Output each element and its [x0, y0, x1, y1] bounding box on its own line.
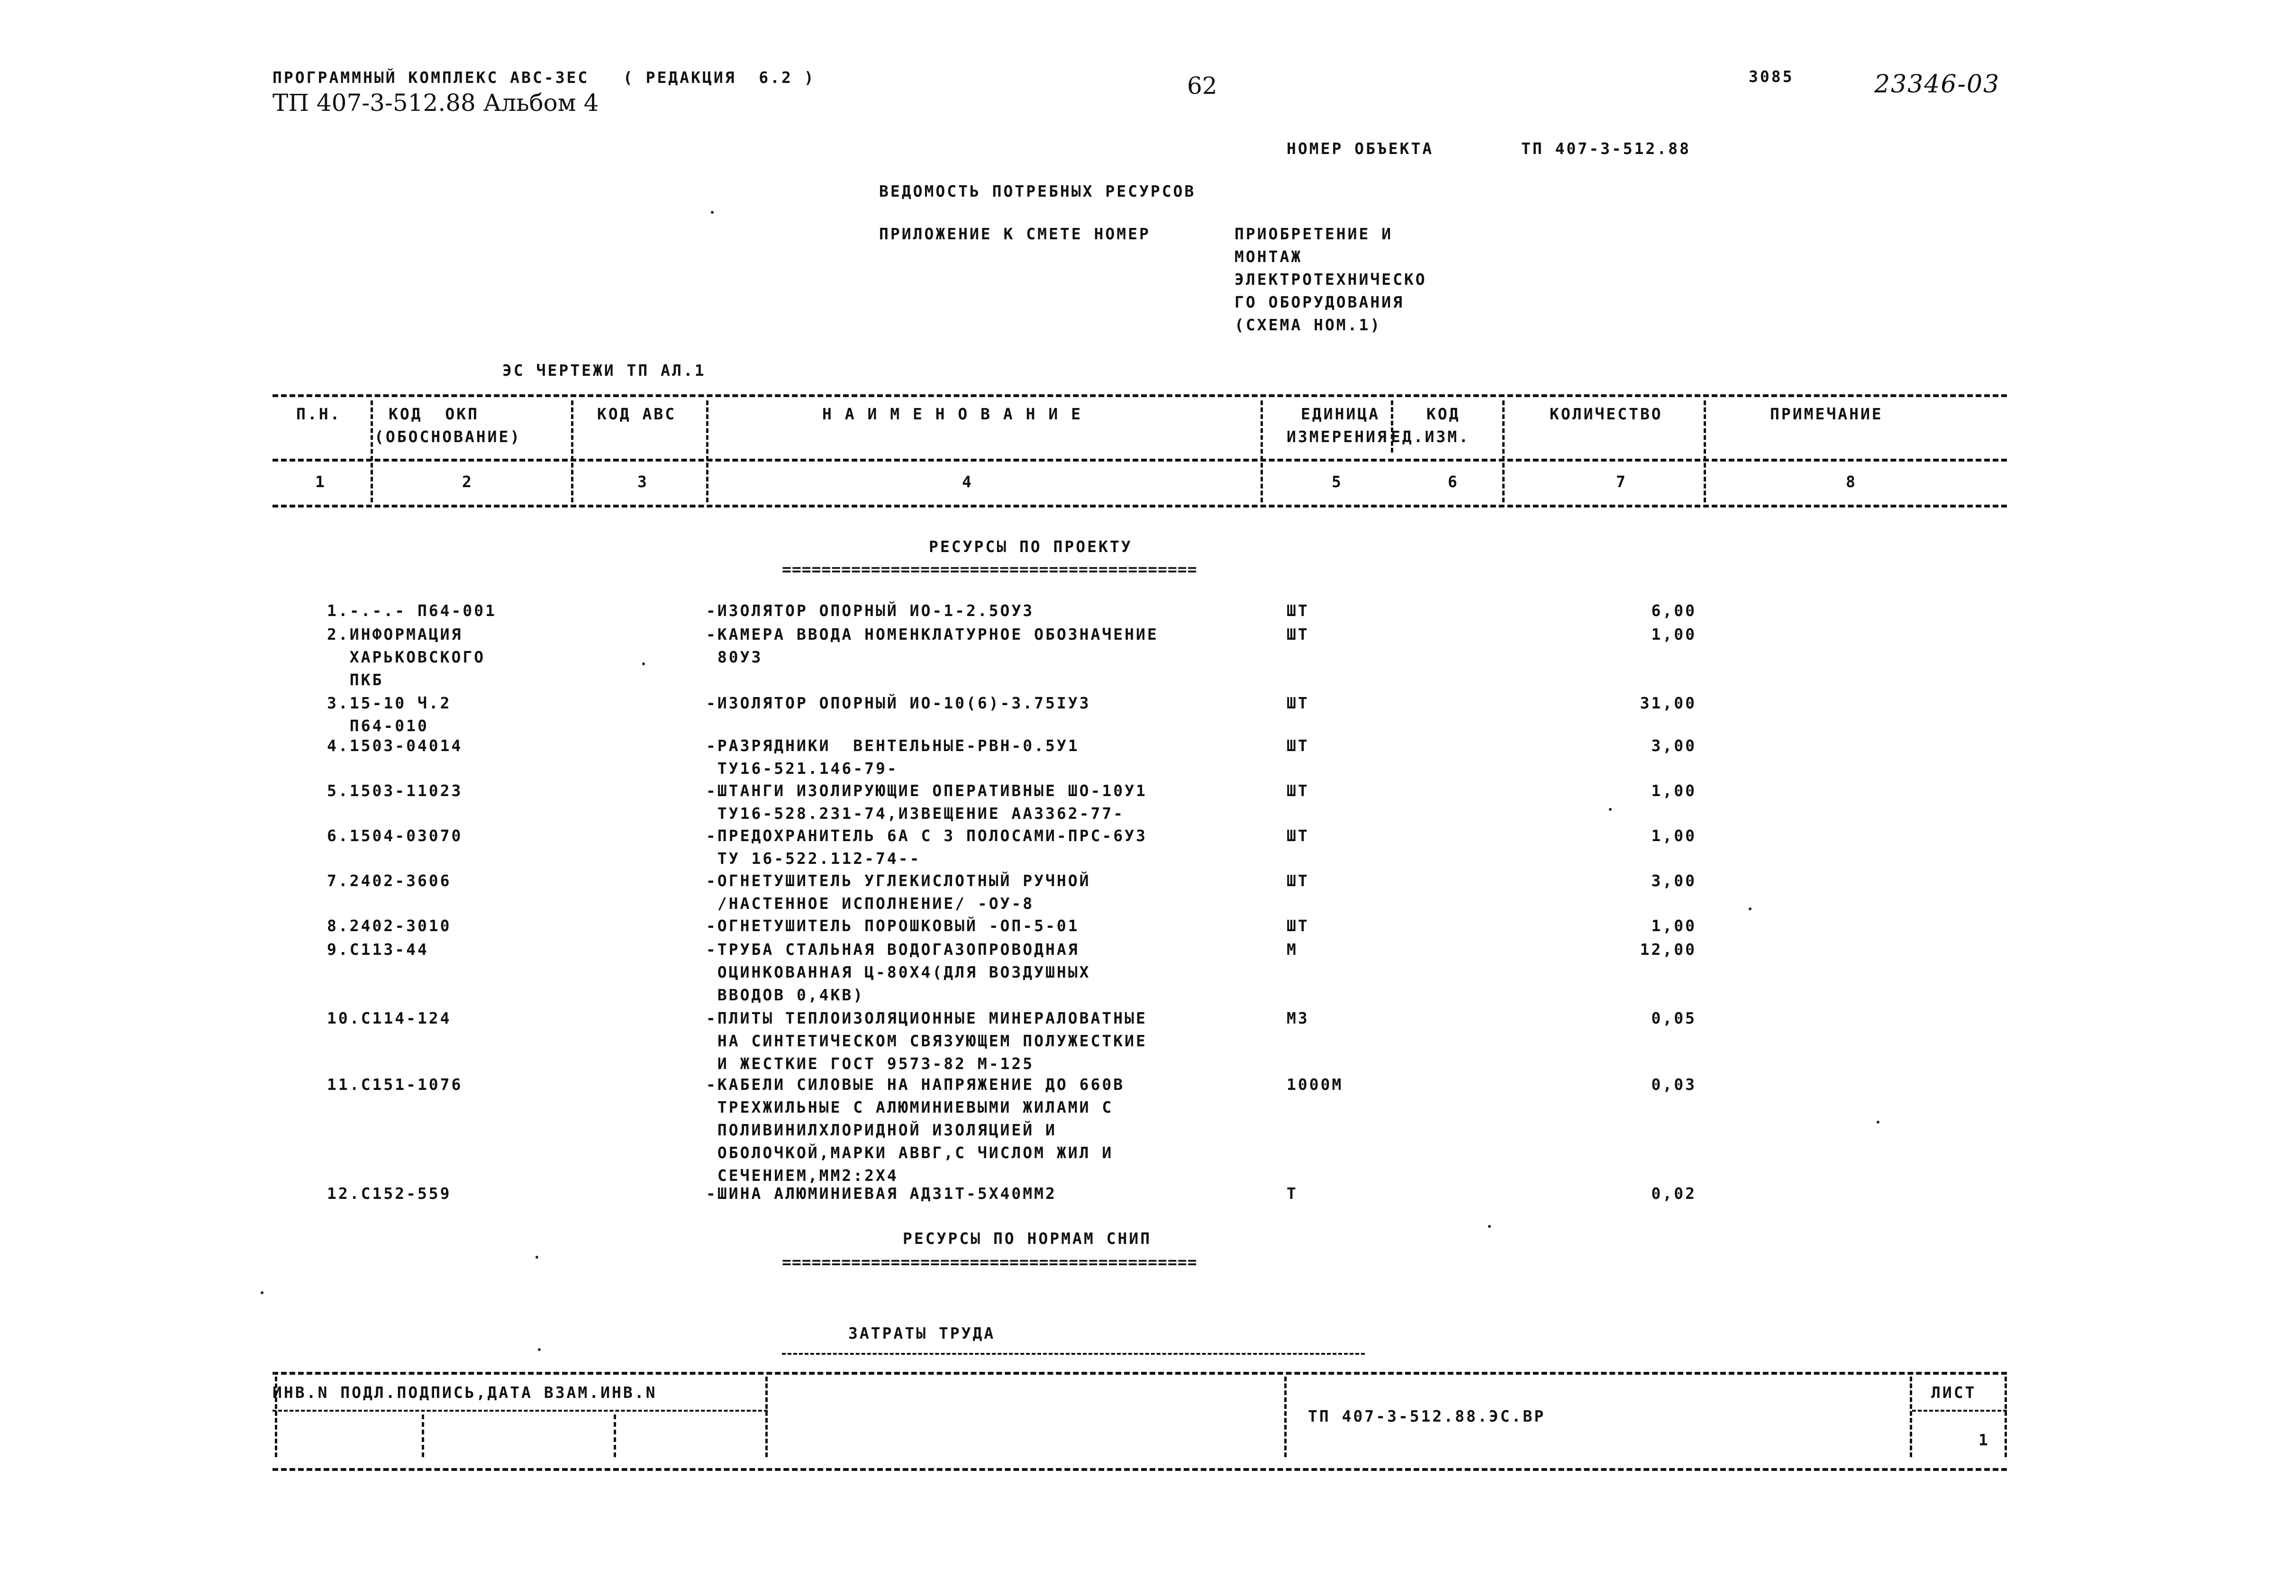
col-6-label2: ЕД.ИЗМ. — [1391, 427, 1470, 446]
col-8-label: ПРИМЕЧАНИЕ — [1770, 405, 1883, 423]
section-project-underline: ========================================== — [782, 560, 1198, 579]
footer-sep — [275, 1377, 277, 1457]
table-numbers-rule — [272, 505, 2007, 508]
row-name: -ШИНА АЛЮМИНИЕВАЯ АД31Т-5Х40ММ2 — [706, 1184, 1057, 1203]
scan-speck — [642, 662, 645, 665]
row-code: 6.1504-03070 — [327, 826, 463, 845]
section-labour-title: ЗАТРАТЫ ТРУДА — [848, 1324, 996, 1342]
row-qty: 0,02 — [1651, 1184, 1697, 1203]
footer-sep — [422, 1415, 424, 1457]
row-unit: ШТ — [1287, 736, 1309, 755]
row-code: 1.-.-.- П64-001 — [327, 601, 497, 620]
row-name: -КАМЕРА ВВОДА НОМЕНКЛАТУРНОЕ ОБОЗНАЧЕНИЕ 80У3 — [706, 625, 1159, 666]
scan-speck — [1488, 1225, 1491, 1228]
scan-speck — [261, 1291, 263, 1294]
row-code: 4.1503-04014 — [327, 736, 463, 755]
row-code: 2.ИНФОРМАЦИЯ ХАРЬКОВСКОГО ПКБ — [327, 625, 486, 689]
row-qty: 1,00 — [1651, 916, 1697, 935]
col-sep — [1391, 400, 1393, 453]
col-5-num: 5 — [1332, 472, 1343, 491]
appendix-desc-3: ЭЛЕКТРОТЕХНИЧЕСКО — [1234, 270, 1427, 289]
row-qty: 3,00 — [1651, 871, 1697, 890]
row-qty: 0,03 — [1651, 1075, 1697, 1094]
col-2-label: КОД ОКП — [389, 405, 479, 423]
col-sep — [1261, 400, 1263, 502]
col-sep — [1502, 400, 1505, 502]
col-7-label: КОЛИЧЕСТВО — [1550, 405, 1663, 423]
row-code: 9.С113-44 — [327, 940, 429, 959]
row-qty: 3,00 — [1651, 736, 1697, 755]
row-unit: 1000М — [1287, 1075, 1343, 1094]
row-name: -ШТАНГИ ИЗОЛИРУЮЩИЕ ОПЕРАТИВНЫЕ ШО-10У1 ТУ16-528.231-74,ИЗВЕЩЕНИЕ АА3362-77- — [706, 781, 1147, 823]
row-qty: 1,00 — [1651, 781, 1697, 800]
col-6-num: 6 — [1448, 472, 1459, 491]
page-number: 62 — [1187, 72, 1217, 100]
col-4-num: 4 — [962, 472, 973, 491]
col-2-label2: (ОБОСНОВАНИЕ) — [374, 427, 522, 446]
row-qty: 1,00 — [1651, 625, 1697, 644]
row-name: -ИЗОЛЯТОР ОПОРНЫЙ ИО-1-2.5ОУ3 — [706, 601, 1035, 620]
section-norms-underline: ========================================== — [782, 1253, 1198, 1271]
row-unit: М3 — [1287, 1009, 1309, 1027]
row-qty: 6,00 — [1651, 601, 1697, 620]
footer-bottom-rule — [272, 1468, 2007, 1471]
col-5-label2: ИЗМЕРЕНИЯ — [1287, 427, 1388, 446]
row-qty: 1,00 — [1651, 826, 1697, 845]
object-number-value: ТП 407-3-512.88 — [1521, 139, 1691, 158]
sheet-mid-rule — [1912, 1410, 2007, 1412]
stamp-header: ИНВ.N ПОДЛ.ПОДПИСЬ,ДАТА ВЗАМ.ИНВ.N — [272, 1383, 657, 1402]
scan-speck — [538, 1348, 541, 1351]
row-unit: ШТ — [1287, 694, 1309, 712]
row-name: -КАБЕЛИ СИЛОВЫЕ НА НАПРЯЖЕНИЕ ДО 660В ТРЕХЖИЛЬНЫЕ С АЛЮМИНИЕВЫМИ ЖИЛАМИ С ПОЛИВИНИЛХЛОРИДНОЙ ИЗОЛЯЦИЕЙ И ОБОЛОЧКОЙ,МАРКИ АВВГ,С ЧИСЛОМ ЖИЛ И СЕЧЕНИЕМ,ММ2:2Х4 — [706, 1075, 1125, 1185]
appendix-desc-5: (СХЕМА НОМ.1) — [1234, 316, 1382, 334]
section-project-title: РЕСУРСЫ ПО ПРОЕКТУ — [929, 537, 1133, 556]
row-unit: М — [1287, 940, 1298, 959]
footer-sep — [614, 1415, 616, 1457]
section-norms-title: РЕСУРСЫ ПО НОРМАМ СНИП — [903, 1229, 1152, 1248]
footer-sep — [1284, 1377, 1287, 1457]
object-number-label: НОМЕР ОБЪЕКТА — [1287, 139, 1434, 158]
appendix-desc-2: МОНТАЖ — [1234, 247, 1303, 266]
row-qty: 12,00 — [1640, 940, 1697, 959]
col-5-label: ЕДИНИЦА — [1301, 405, 1380, 423]
footer-top-rule — [272, 1372, 2007, 1375]
row-name: -ПЛИТЫ ТЕПЛОИЗОЛЯЦИОННЫЕ МИНЕРАЛОВАТНЫЕ НА СИНТЕТИЧЕСКОМ СВЯЗУЮЩЕМ ПОЛУЖЕСТКИЕ И ЖЕСТКИЕ ГОСТ 9573-82 М-125 — [706, 1009, 1147, 1073]
col-7-num: 7 — [1616, 472, 1627, 491]
col-3-label: КОД АВС — [597, 405, 677, 423]
row-code: 8.2402-3010 — [327, 916, 452, 935]
row-code: 3.15-10 Ч.2 П64-010 — [327, 694, 452, 735]
footer-sep — [1910, 1377, 1912, 1457]
row-unit: ШТ — [1287, 625, 1309, 644]
appendix-desc-4: ГО ОБОРУДОВАНИЯ — [1234, 293, 1405, 311]
row-name: -ПРЕДОХРАНИТЕЛЬ 6А С 3 ПОЛОСАМИ-ПРС-6У3 ТУ 16-522.112-74-- — [706, 826, 1147, 868]
doc-code: ТП 407-3-512.88.ЭС.ВР — [1308, 1407, 1546, 1425]
code-3085: 3085 — [1749, 67, 1794, 86]
row-name: -ТРУБА СТАЛЬНАЯ ВОДОГАЗОПРОВОДНАЯ ОЦИНКОВАННАЯ Ц-80Х4(ДЛЯ ВОЗДУШНЫХ ВВОДОВ 0,4КВ) — [706, 940, 1091, 1004]
row-code: 7.2402-3606 — [327, 871, 452, 890]
row-name: -ОГНЕТУШИТЕЛЬ УГЛЕКИСЛОТНЫЙ РУЧНОЙ /НАСТЕННОЕ ИСПОЛНЕНИЕ/ -ОУ-8 — [706, 871, 1091, 913]
album-line: ТП 407-3-512.88 Альбом 4 — [272, 89, 599, 117]
handwritten-number: 23346-03 — [1874, 70, 2000, 99]
row-code: 11.С151-1076 — [327, 1075, 463, 1094]
scan-speck — [535, 1256, 538, 1259]
section-labour-underline — [782, 1353, 1365, 1355]
scan-speck — [1749, 907, 1751, 910]
row-qty: 0,05 — [1651, 1009, 1697, 1027]
scan-speck — [1877, 1121, 1879, 1124]
row-unit: Т — [1287, 1184, 1298, 1203]
row-unit: ШТ — [1287, 916, 1309, 935]
col-1-label: П.Н. — [296, 405, 342, 423]
col-sep — [571, 400, 573, 502]
col-2-num: 2 — [462, 472, 473, 491]
col-sep — [1704, 400, 1706, 502]
appendix-label: ПРИЛОЖЕНИЕ К СМЕТЕ НОМЕР — [879, 225, 1151, 243]
row-unit: ШТ — [1287, 601, 1309, 620]
row-qty: 31,00 — [1640, 694, 1697, 712]
scan-speck — [711, 211, 714, 214]
program-line: ПРОГРАММНЫЙ КОМПЛЕКС АВС-3ЕС ( РЕДАКЦИЯ 6.2 ) — [272, 68, 816, 87]
row-unit: ШТ — [1287, 871, 1309, 890]
footer-sep — [765, 1377, 768, 1457]
row-code: 12.С152-559 — [327, 1184, 452, 1203]
footer-sep — [2005, 1377, 2007, 1457]
scan-speck — [1609, 808, 1612, 811]
drawings-ref: ЭС ЧЕРТЕЖИ ТП АЛ.1 — [502, 361, 706, 380]
col-6-label: КОД — [1426, 405, 1461, 423]
row-unit: ШТ — [1287, 826, 1309, 845]
row-name: -ОГНЕТУШИТЕЛЬ ПОРОШКОВЫЙ -ОП-5-01 — [706, 916, 1080, 935]
row-name: -РАЗРЯДНИКИ ВЕНТЕЛЬНЫЕ-РВН-0.5У1 ТУ16-521.146-79- — [706, 736, 1080, 778]
appendix-desc-1: ПРИОБРЕТЕНИЕ И — [1234, 225, 1393, 243]
col-4-label: Н А И М Е Н О В А Н И Е — [822, 405, 1082, 423]
table-header-rule — [272, 459, 2007, 462]
statement-title: ВЕДОМОСТЬ ПОТРЕБНЫХ РЕСУРСОВ — [879, 182, 1196, 200]
sheet-label: ЛИСТ — [1931, 1383, 1977, 1402]
row-code: 5.1503-11023 — [327, 781, 463, 800]
col-sep — [371, 400, 373, 502]
stamp-mid-rule — [272, 1410, 768, 1412]
col-1-num: 1 — [315, 472, 327, 491]
col-8-num: 8 — [1846, 472, 1857, 491]
col-3-num: 3 — [637, 472, 649, 491]
row-code: 10.С114-124 — [327, 1009, 452, 1027]
row-name: -ИЗОЛЯТОР ОПОРНЫЙ ИО-10(6)-3.75IУ3 — [706, 694, 1091, 712]
table-top-rule — [272, 394, 2007, 397]
row-unit: ШТ — [1287, 781, 1309, 800]
col-sep — [706, 400, 708, 502]
sheet-number: 1 — [1978, 1431, 1990, 1449]
